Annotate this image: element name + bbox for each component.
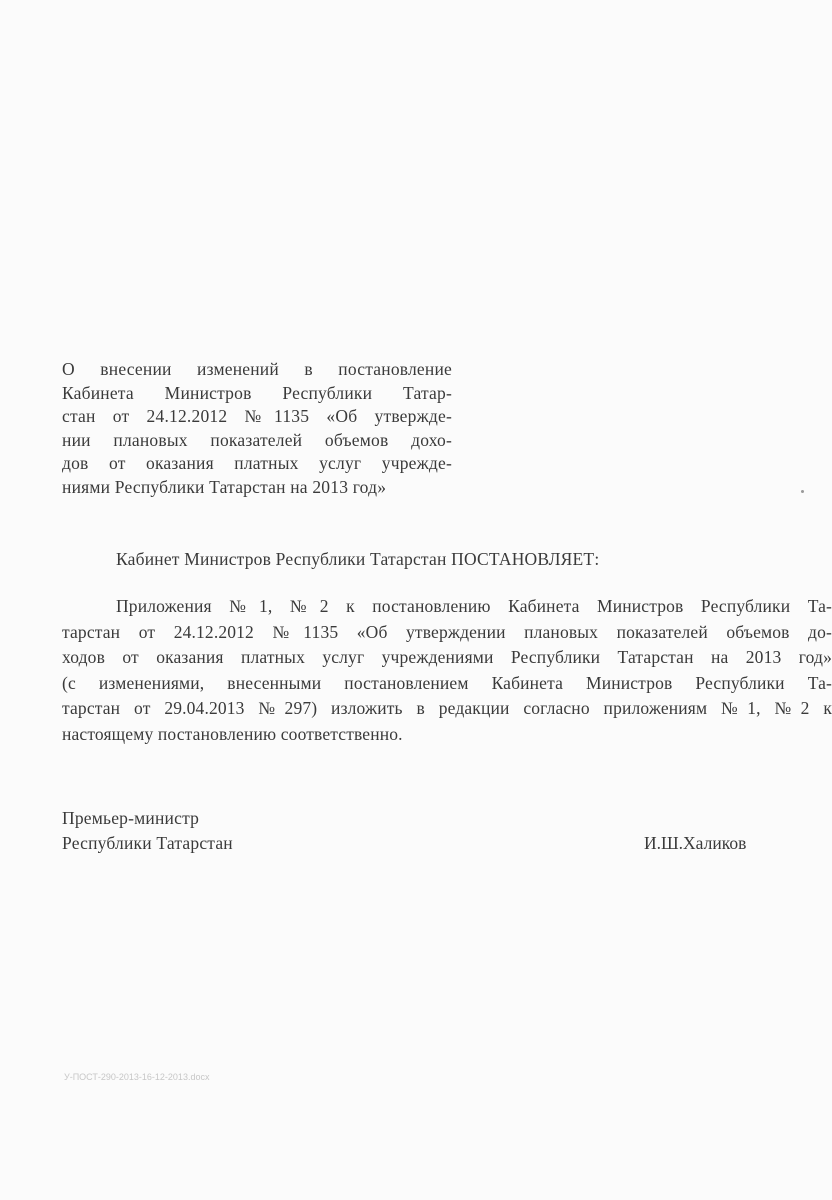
body-line: ходов от оказания платных услуг учреждениями Республики Татарстан на 2013 год»: [62, 647, 832, 667]
body-paragraph: [62, 594, 832, 747]
file-reference: У-ПОСТ-290-2013-16-12-2013.docx: [64, 1072, 210, 1082]
preamble: Кабинет Министров Республики Татарстан ПОСТАНОВЛЯЕТ:: [116, 549, 600, 569]
title-line: О внесении изменений в постановление: [62, 359, 452, 379]
signer-name: И.Ш.Халиков: [644, 833, 747, 853]
title-line: Кабинета Министров Республики Татар-: [62, 382, 452, 403]
title-line: стан от 24.12.2012 №1135 «Об утвержде-: [62, 406, 452, 426]
body-line: тарстан от 29.04.2013 №297) изложить в редакции согласно приложениям №1, №2 к: [62, 698, 832, 718]
body-line: Приложения №1, №2 к постановлению Кабинета Министров Республики Та-: [116, 596, 832, 616]
title-line: нии плановых показателей объемов дохо-: [62, 429, 452, 450]
body-line: (с изменениями, внесенными постановлением Кабинета Министров Республики Та-: [62, 672, 832, 693]
document-title: [62, 358, 452, 499]
signer-position: Премьер-министр: [62, 808, 200, 828]
body-line: тарстан от 24.12.2012 №1135 «Об утверждении плановых показателей объемов до-: [62, 621, 832, 642]
signature-block: [62, 806, 233, 856]
title-line: ниями Республики Татарстан на 2013 год»: [62, 476, 387, 497]
scan-speck: [801, 490, 804, 493]
signer-region: Республики Татарстан: [62, 833, 233, 853]
body-line: настоящему постановлению соответственно.: [62, 723, 403, 744]
title-line: дов от оказания платных услуг учрежде-: [62, 453, 452, 473]
